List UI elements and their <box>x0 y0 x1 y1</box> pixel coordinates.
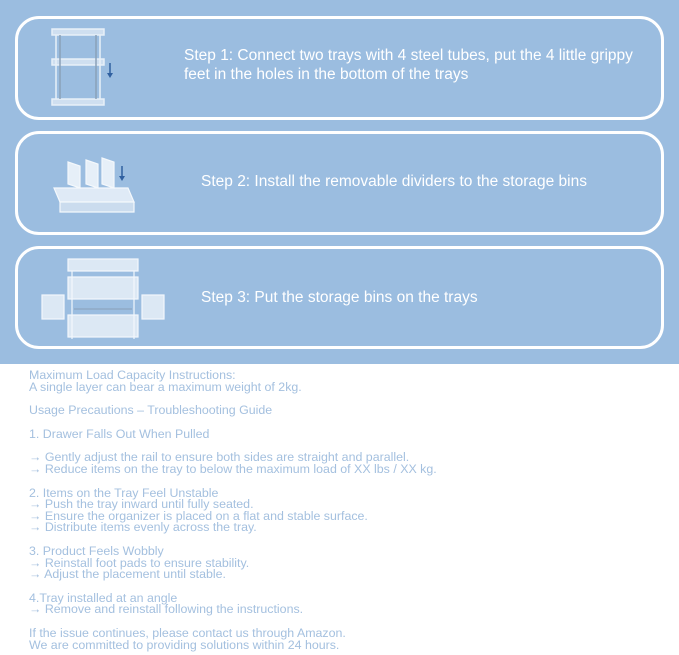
issue-1-title: 1. Drawer Falls Out When Pulled <box>29 426 210 441</box>
instructions-text <box>29 370 669 651</box>
assembled-shelf-icon <box>38 25 118 117</box>
step-card-1 <box>15 16 664 120</box>
load-title: Maximum Load Capacity Instructions: <box>29 368 236 382</box>
step-card-3 <box>15 246 664 349</box>
step-3-text: Step 3: Put the storage bins on the trays <box>201 289 478 306</box>
load-text: A single layer can bear a maximum weight of 2kg. <box>29 379 302 394</box>
issue-1-item: → Reduce items on the tray to below the maximum load of XX lbs / XX kg. <box>29 461 437 476</box>
issue-2-title: 2. Items on the Tray Feel Unstable <box>29 485 219 500</box>
step-1-text: Step 1: Connect two trays with 4 steel tubes, put the 4 little grippy feet in the holes in the bottom of the trays <box>184 47 633 83</box>
issue-1-item: → Gently adjust the rail to ensure both sides are straight and parallel. <box>29 450 410 465</box>
issue-2-item: → Push the tray inward until fully seated. <box>29 497 254 512</box>
step-2-text: Step 2: Install the removable dividers to the storage bins <box>201 173 587 190</box>
contact-line-1: If the issue continues, please contact us through Amazon. <box>29 625 346 640</box>
step-card-2 <box>15 131 664 235</box>
issue-3-title: 3. Product Feels Wobbly <box>29 543 164 558</box>
issue-2-item: → Ensure the organizer is placed on a flat and stable surface. <box>29 508 368 523</box>
issue-3-item: → Reinstall foot pads to ensure stability. <box>29 555 250 570</box>
shelf-with-bins-icon <box>38 255 168 345</box>
bin-dividers-icon <box>38 140 148 230</box>
issue-2-item: → Distribute items evenly across the tray. <box>29 520 257 535</box>
issue-4-item: → Remove and reinstall following the instructions. <box>29 602 304 617</box>
issue-3-item: → Adjust the placement until stable. <box>29 567 226 582</box>
guide-title: Usage Precautions – Troubleshooting Guide <box>29 403 273 418</box>
contact-line-2: We are committed to providing solutions within 24 hours. <box>29 637 340 652</box>
issue-4-title: 4.Tray installed at an angle <box>29 590 178 605</box>
